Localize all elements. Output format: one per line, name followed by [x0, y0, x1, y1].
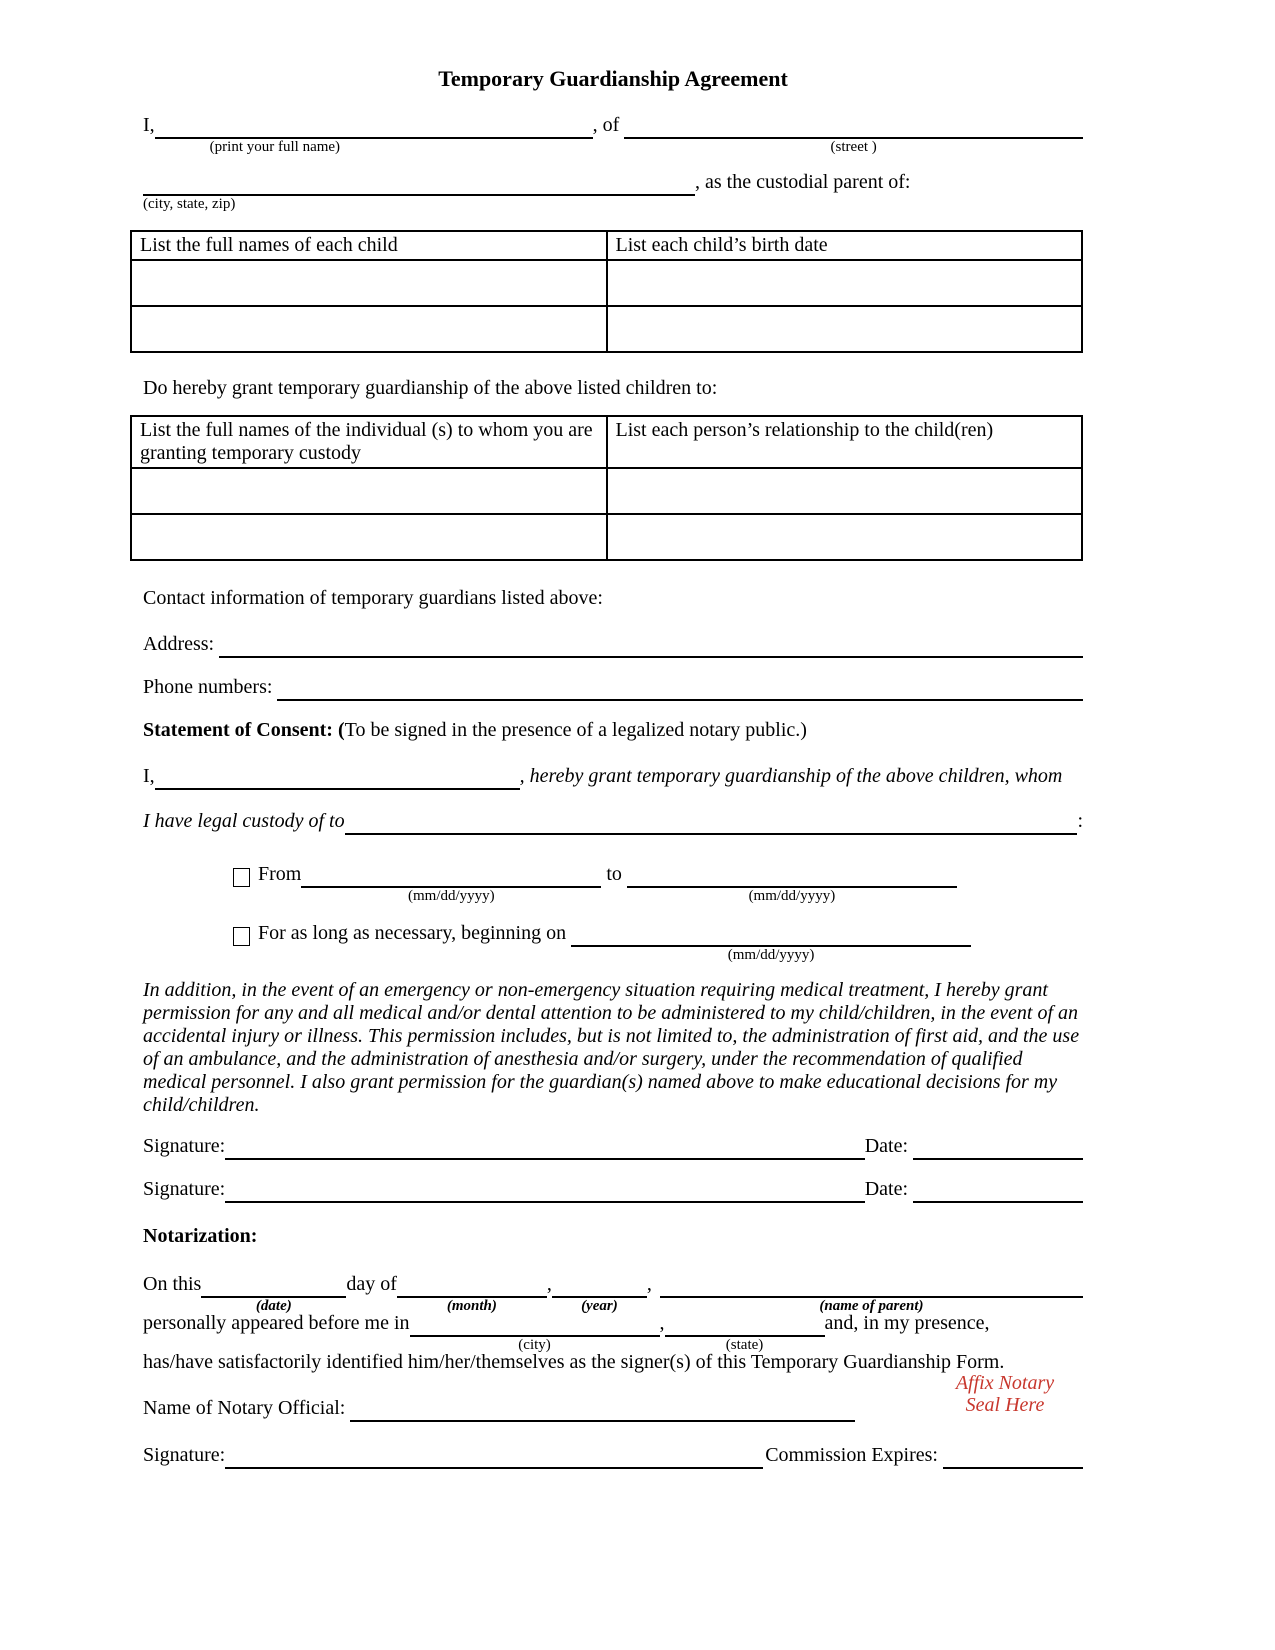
state-hint: (state)	[725, 1337, 764, 1353]
phone-line	[143, 676, 1083, 701]
commission-expires-label: Commission Expires:	[765, 1444, 943, 1466]
from-date-hint: (mm/dd/yyyy)	[408, 888, 495, 904]
signature-label: Signature:	[143, 1135, 226, 1157]
guardian-name-cell[interactable]	[131, 468, 607, 514]
form-title: Temporary Guardianship Agreement	[438, 66, 788, 91]
to-label: to	[601, 863, 627, 885]
custody-text: I have legal custody of to	[143, 810, 345, 832]
consent-heading	[143, 719, 1083, 743]
date-label: Date:	[864, 1178, 913, 1200]
month-hint: (month)	[446, 1298, 497, 1314]
guardian-relationship-cell[interactable]	[607, 514, 1083, 560]
intro-line-2	[143, 171, 1083, 212]
notary-name-label: Name of Notary Official:	[143, 1397, 351, 1419]
guardian-relationship-cell[interactable]	[607, 468, 1083, 514]
signature-line-2	[143, 1178, 1083, 1203]
notary-city-field[interactable]	[410, 1312, 660, 1353]
notary-signature-line	[143, 1444, 1083, 1469]
guardians-table	[130, 415, 1083, 561]
notary-year-field[interactable]	[552, 1273, 647, 1314]
street-hint: (street )	[830, 139, 877, 155]
children-table-header-row	[131, 231, 1082, 260]
date-field-1[interactable]	[913, 1135, 1083, 1160]
city-hint: (city)	[518, 1337, 551, 1353]
seal-note-line-2: Seal Here	[965, 1394, 1045, 1416]
as-long-as-necessary-line	[233, 922, 1083, 963]
comma: ,	[659, 1312, 665, 1334]
grant-statement: Do hereby grant temporary guardianship of the above listed children to:	[143, 377, 718, 399]
notarization-heading: Notarization:	[143, 1225, 258, 1247]
from-label: From	[258, 863, 302, 885]
parent-name-hint: (name of parent)	[819, 1298, 924, 1314]
street-field[interactable]	[624, 114, 1083, 155]
year-hint: (year)	[581, 1298, 618, 1314]
signature-field-1[interactable]	[225, 1135, 864, 1160]
presence-label: and, in my presence,	[824, 1312, 990, 1334]
consent-i-prefix: I,	[143, 765, 155, 787]
date-field-2[interactable]	[913, 1178, 1083, 1203]
commission-expires-field[interactable]	[943, 1444, 1083, 1469]
notary-name-field[interactable]	[350, 1397, 855, 1422]
full-name-hint: (print your full name)	[209, 139, 341, 155]
on-this-label: On this	[143, 1273, 202, 1295]
city-state-zip-field[interactable]	[143, 171, 695, 212]
signature-line-1	[143, 1135, 1083, 1160]
children-table-row	[131, 306, 1082, 352]
city-state-zip-hint: (city, state, zip)	[143, 196, 236, 212]
guardian-names-header: List the full names of the individual (s) to whom you are granting temporary custody	[131, 416, 607, 468]
children-birthdates-header: List each child’s birth date	[607, 231, 1083, 260]
from-date-field[interactable]	[301, 863, 601, 904]
consent-grant-text: , hereby grant temporary guardianship of the above children, whom	[519, 765, 1063, 787]
address-line	[143, 633, 1083, 658]
child-birthdate-cell[interactable]	[607, 306, 1083, 352]
beginning-date-hint: (mm/dd/yyyy)	[727, 947, 815, 963]
phone-label: Phone numbers:	[143, 676, 278, 698]
date-hint: (date)	[255, 1298, 292, 1314]
consent-heading-bold: Statement of Consent: (	[143, 719, 345, 741]
custody-colon: :	[1077, 810, 1083, 832]
guardians-table-row	[131, 514, 1082, 560]
contact-heading: Contact information of temporary guardians listed above:	[143, 587, 603, 609]
consent-heading-rest: To be signed in the presence of a legalized notary public.)	[344, 719, 807, 741]
consent-parent-name-field[interactable]	[155, 765, 520, 790]
consent-line-1	[143, 765, 1083, 790]
full-name-field[interactable]	[155, 114, 593, 155]
duration-label: For as long as necessary, beginning on	[258, 922, 572, 944]
seal-note-line-1: Affix Notary	[955, 1372, 1055, 1394]
consent-line-2	[143, 810, 1083, 835]
comma: ,	[646, 1273, 652, 1295]
intro-line-1	[143, 114, 1083, 155]
from-to-checkbox[interactable]	[233, 868, 250, 887]
guardians-table-header-row	[131, 416, 1082, 468]
notary-signature-field[interactable]	[225, 1444, 763, 1469]
child-birthdate-cell[interactable]	[607, 260, 1083, 306]
child-name-cell[interactable]	[131, 260, 607, 306]
notary-state-field[interactable]	[665, 1312, 825, 1353]
notary-month-field[interactable]	[397, 1273, 547, 1314]
beginning-date-field[interactable]	[571, 922, 971, 963]
child-name-cell[interactable]	[131, 306, 607, 352]
children-names-header: List the full names of each child	[131, 231, 607, 260]
children-table-row	[131, 260, 1082, 306]
custodial-parent-label: , as the custodial parent of:	[695, 171, 911, 193]
guardians-table-row	[131, 468, 1082, 514]
phone-field[interactable]	[277, 676, 1083, 701]
i-prefix-label: I,	[143, 114, 155, 136]
of-label: , of	[592, 114, 625, 136]
to-date-field[interactable]	[627, 863, 957, 904]
identified-statement: has/have satisfactorily identified him/her/themselves as the signer(s) of this Temporary Guardianship Form.	[143, 1351, 1005, 1373]
date-label: Date:	[864, 1135, 913, 1157]
signature-field-2[interactable]	[225, 1178, 864, 1203]
to-date-hint: (mm/dd/yyyy)	[748, 888, 836, 904]
appeared-label: personally appeared before me in	[143, 1312, 410, 1334]
address-field[interactable]	[219, 633, 1083, 658]
day-of-label: day of	[346, 1273, 397, 1295]
guardian-relationship-header: List each person’s relationship to the child(ren)	[607, 416, 1083, 468]
custody-of-field[interactable]	[345, 810, 1078, 835]
comma: ,	[546, 1273, 552, 1295]
from-to-line	[233, 863, 1083, 904]
guardian-name-cell[interactable]	[131, 514, 607, 560]
notary-day-field[interactable]	[201, 1273, 346, 1314]
address-label: Address:	[143, 633, 220, 655]
children-table	[130, 230, 1083, 353]
parent-name-field[interactable]	[660, 1273, 1083, 1314]
notarization-appeared-line	[143, 1312, 1083, 1353]
as-long-as-necessary-checkbox[interactable]	[233, 927, 250, 946]
signature-label: Signature:	[143, 1444, 226, 1466]
signature-label: Signature:	[143, 1178, 226, 1200]
medical-consent-paragraph: In addition, in the event of an emergency or non-emergency situation requiring medical treatment, I hereby grant permission for any and all medical and/or dental attention to be administered to my child/children, in the event of an accidental injury or illness. This permission includes, but is not limited to, the administration of first aid, and the use of an ambulance, and the administration of anesthesia and/or surgery, under the recommendation of qualified medical personnel. I also grant permission for the guardian(s) named above to make educational decisions for my child/children.	[143, 979, 1080, 1116]
notarization-date-line	[143, 1273, 1083, 1314]
affix-notary-seal-note	[935, 1372, 1075, 1416]
